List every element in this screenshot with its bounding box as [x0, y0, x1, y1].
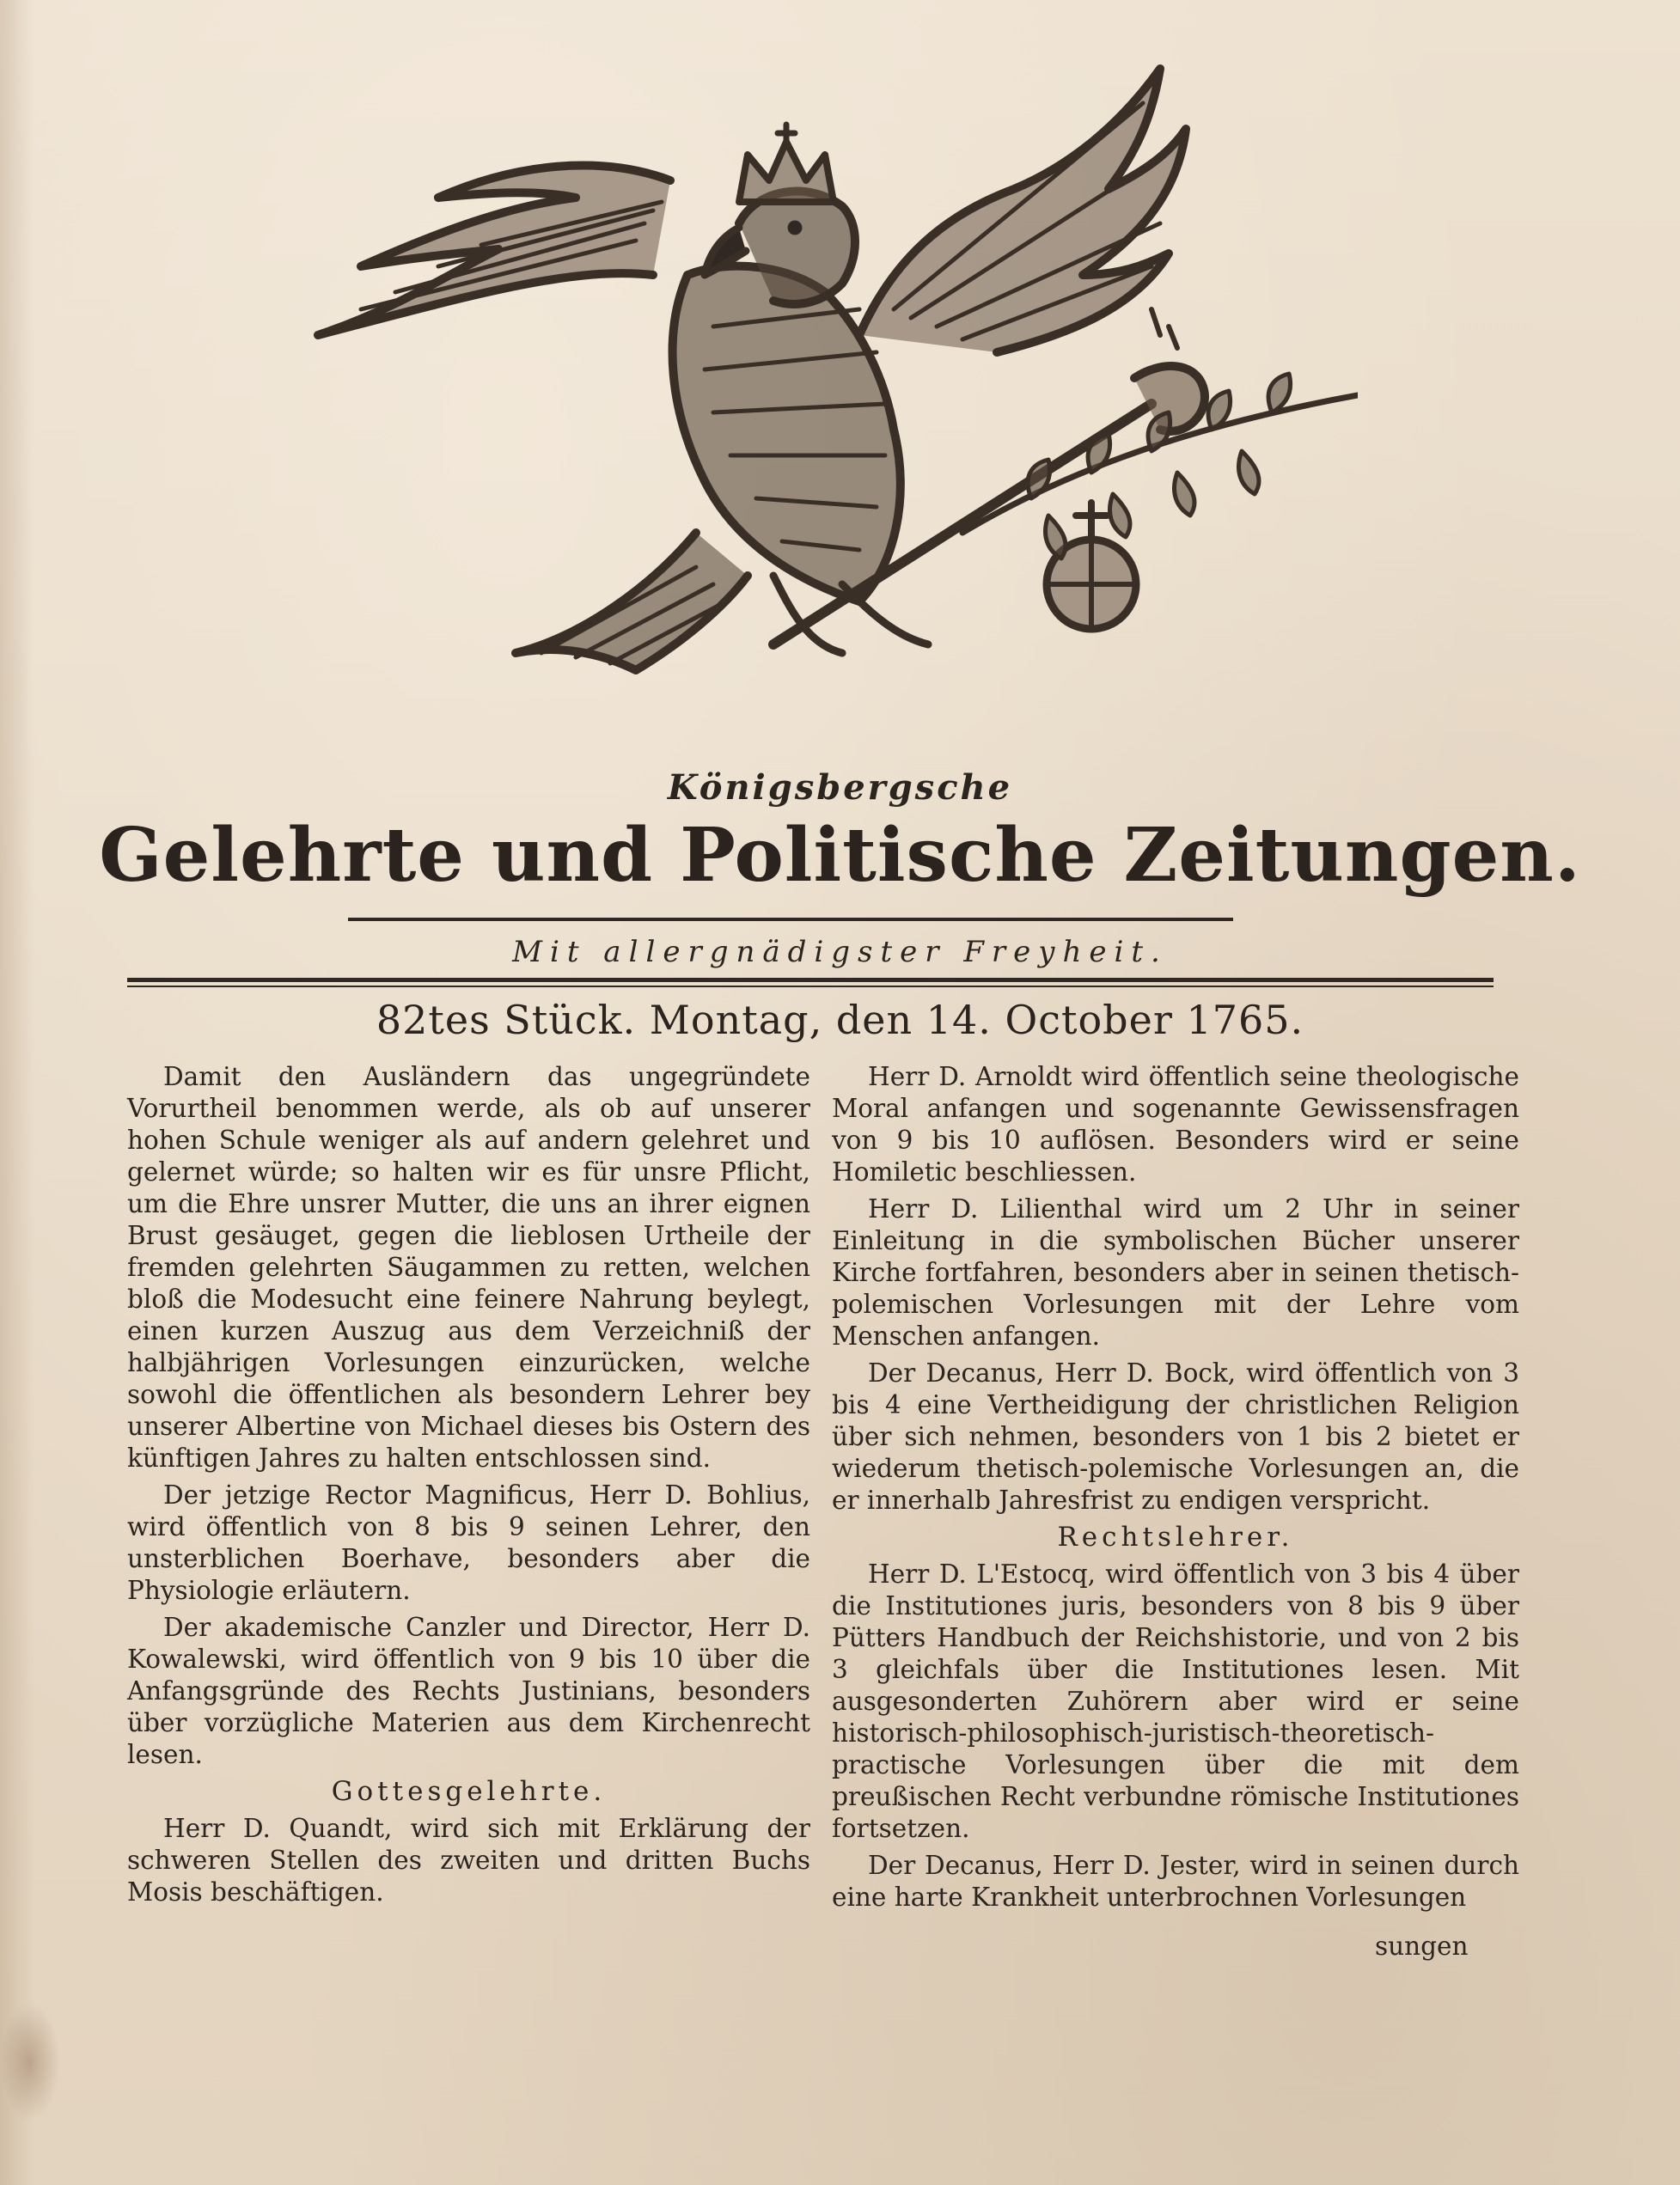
crowned-eagle-icon	[292, 52, 1358, 773]
masthead-subtitle: Königsbergsche	[667, 767, 1013, 808]
page-edge-shadow	[0, 0, 34, 2185]
paragraph-lestocq: Herr D. L'Estocq, wird öffentlich von 3 bis 4 über die Institutiones juris, besonders von 8 bis 9 über Pütters Handbuch der Reichshistorie, und von 2 bis 3 gleichfals über die Institutiones lesen. Mit ausgesonderten Zuhörern aber wird er seine historisch-philosophisch-juristisch-theoretisch-practische Vorlesungen über die mit dem preußischen Recht verbundne römische Institutiones fortsetzen.	[832, 1559, 1519, 1843]
section-heading-theologians: Gottesgelehrte.	[331, 1776, 607, 1807]
right-column	[832, 1061, 1519, 1919]
paragraph-arnoldt: Herr D. Arnoldt wird öffentlich seine theologische Moral anfangen und sogenannte Gewissensfragen von 9 bis 10 auflösen. Besonders wird er seine Homiletic beschliessen.	[832, 1062, 1519, 1187]
paragraph-quandt: Herr D. Quandt, wird sich mit Erklärung der schweren Stellen des zweiten und dritten Buchs Mosis beschäftigen.	[127, 1814, 810, 1907]
double-rule-thin	[127, 986, 1494, 987]
paragraph-introduction: Damit den Ausländern das ungegründete Vorurtheil benommen werde, als ob auf unserer hohen Schule weniger als auf andern gelehret und gelernet würde; so halten wir es für unsre Pflicht, um die Ehre unsrer Mutter, die uns an ihrer eignen Brust gesäuget, gegen die lieblosen Urtheile der fremden gelehrten Säugammen zu retten, welchen bloß die Modesucht eine feinere Nahrung beylegt, einen kurzen Auszug aus dem Verzeichniß der halbjährigen Vorlesungen einzurücken, welche sowohl die öffentlichen als besondern Lehrer bey unserer Albertine von Michael dieses bis Ostern des künftigen Jahres zu halten entschlossen sind.	[127, 1062, 810, 1473]
issue-date-line: 82tes Stück. Montag, den 14. October 1765.	[376, 997, 1304, 1043]
paragraph-rector: Der jetzige Rector Magnificus, Herr D. Bohlius, wird öffentlich von 8 bis 9 seinen Lehrer, den unsterblichen Boerhave, besonders aber die Physiologie erläutern.	[127, 1480, 810, 1605]
privilege-line: Mit allergnädigster Freyheit.	[512, 935, 1168, 969]
section-heading-jurists: Rechtslehrer.	[1057, 1522, 1294, 1553]
paragraph-lilienthal: Herr D. Lilienthal wird um 2 Uhr in seiner Einleitung in die symbolischen Bücher unserer Kirche fortfahren, besonders aber in seinen thetisch-polemischen Vorlesungen mit der Lehre vom Menschen anfangen.	[832, 1194, 1519, 1351]
double-rule-thick	[127, 978, 1494, 982]
catchword: sungen	[1375, 1932, 1469, 1961]
paragraph-canzler: Der akademische Canzler und Director, Herr D. Kowalewski, wird öffentlich von 9 bis 10 über die Anfangsgründe des Rechts Justinians, besonders über vorzügliche Materien aus dem Kirchenrecht lesen.	[127, 1613, 810, 1769]
masthead-rule	[348, 918, 1233, 921]
masthead-title: Gelehrte und Politische Zeitungen.	[99, 812, 1581, 899]
left-column	[127, 1061, 810, 1913]
paragraph-bock: Der Decanus, Herr D. Bock, wird öffentlich von 3 bis 4 eine Vertheidigung der christlichen Religion über sich nehmen, besonders von 1 bis 2 bietet er wiederum thetisch-polemische Vorlesungen an, die er innerhalb Jahresfrist zu endigen verspricht.	[832, 1358, 1519, 1515]
paper-stain	[0, 2002, 60, 2122]
paragraph-jester: Der Decanus, Herr D. Jester, wird in seinen durch eine harte Krankheit unterbrochnen Vorlesungen	[832, 1851, 1519, 1912]
